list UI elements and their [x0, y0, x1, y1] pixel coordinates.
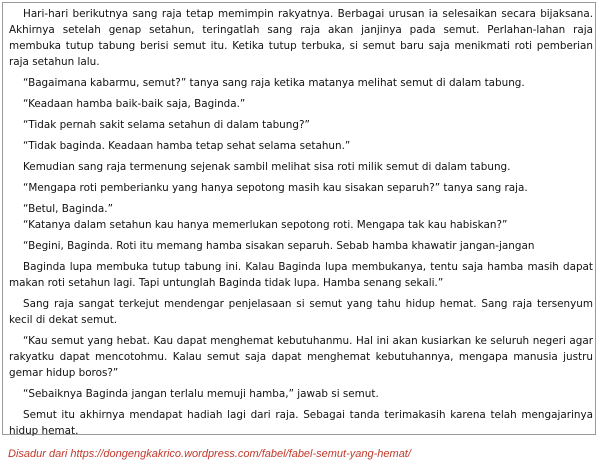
paragraph-9: “Katanya dalam setahun kau hanya memerlukan sepotong roti. Mengapa tak kau habiskan?” [23, 219, 508, 231]
paragraph-13: “Kau semut yang hebat. Kau dapat menghemat kebutuhanmu. Hal ini akan kusiarkan ke seluruh negeri agar rakyatku dapat mencotohmu. Kalau semut saja dapat menghemat kebutuhannya, mengapa manusia justru gemar hidup boros?” [9, 335, 593, 379]
paragraph-3: “Keadaan hamba baik-baik saja, Baginda.” [23, 98, 246, 110]
story-text [9, 6, 593, 439]
paragraph-14: “Sebaiknya Baginda jangan terlalu memuji hamba,” jawab si semut. [23, 388, 379, 400]
paragraph-6: Kemudian sang raja termenung sejenak sambil melihat sisa roti milik semut di dalam tabung. [23, 161, 511, 173]
paragraph-5: “Tidak baginda. Keadaan hamba tetap sehat selama setahun.” [23, 140, 351, 152]
paragraph-11: Baginda lupa membuka tutup tabung ini. Kalau Baginda lupa membukanya, tentu saja hamba masih dapat makan roti setahun lagi. Tapi untunglah Baginda tidak lupa. Hamba senang sekali.” [9, 261, 593, 289]
paragraph-12: Sang raja sangat terkejut mendengar penjelasaan si semut yang tahu hidup hemat. Sang raja tersenyum kecil di dekat semut. [9, 298, 593, 326]
paragraph-8: “Betul, Baginda.” [23, 203, 113, 215]
story-box [2, 2, 596, 435]
paragraph-2: “Bagaimana kabarmu, semut?” tanya sang raja ketika matanya melihat semut di dalam tabung. [23, 77, 525, 89]
paragraph-4: “Tidak pernah sakit selama setahun di dalam tabung?” [23, 119, 310, 131]
paragraph-10: “Begini, Baginda. Roti itu memang hamba sisakan separuh. Sebab hamba khawatir jangan-jangan [23, 240, 535, 252]
paragraph-15: Semut itu akhirnya mendapat hadiah lagi dari raja. Sebagai tanda terimakasih karena telah mengajarinya hidup hemat. [9, 409, 593, 437]
paragraph-7: “Mengapa roti pemberianku yang hanya sepotong masih kau sisakan separuh?” tanya sang raja. [23, 182, 528, 194]
source-citation: Disadur dari https://dongengkakrico.wordpress.com/fabel/fabel-semut-yang-hemat/ [8, 448, 411, 460]
paragraph-1: Hari-hari berikutnya sang raja tetap memimpin rakyatnya. Berbagai urusan ia selesaikan secara bijaksana. Akhirnya setelah genap setahun, teringatlah sang raja akan janjinya pada semut. Perlahan-lahan raja membuka tutup tabung berisi semut itu. Ketika tutup terbuka, si semut baru saja menikmati roti pemberian raja setahun lalu. [9, 8, 593, 68]
